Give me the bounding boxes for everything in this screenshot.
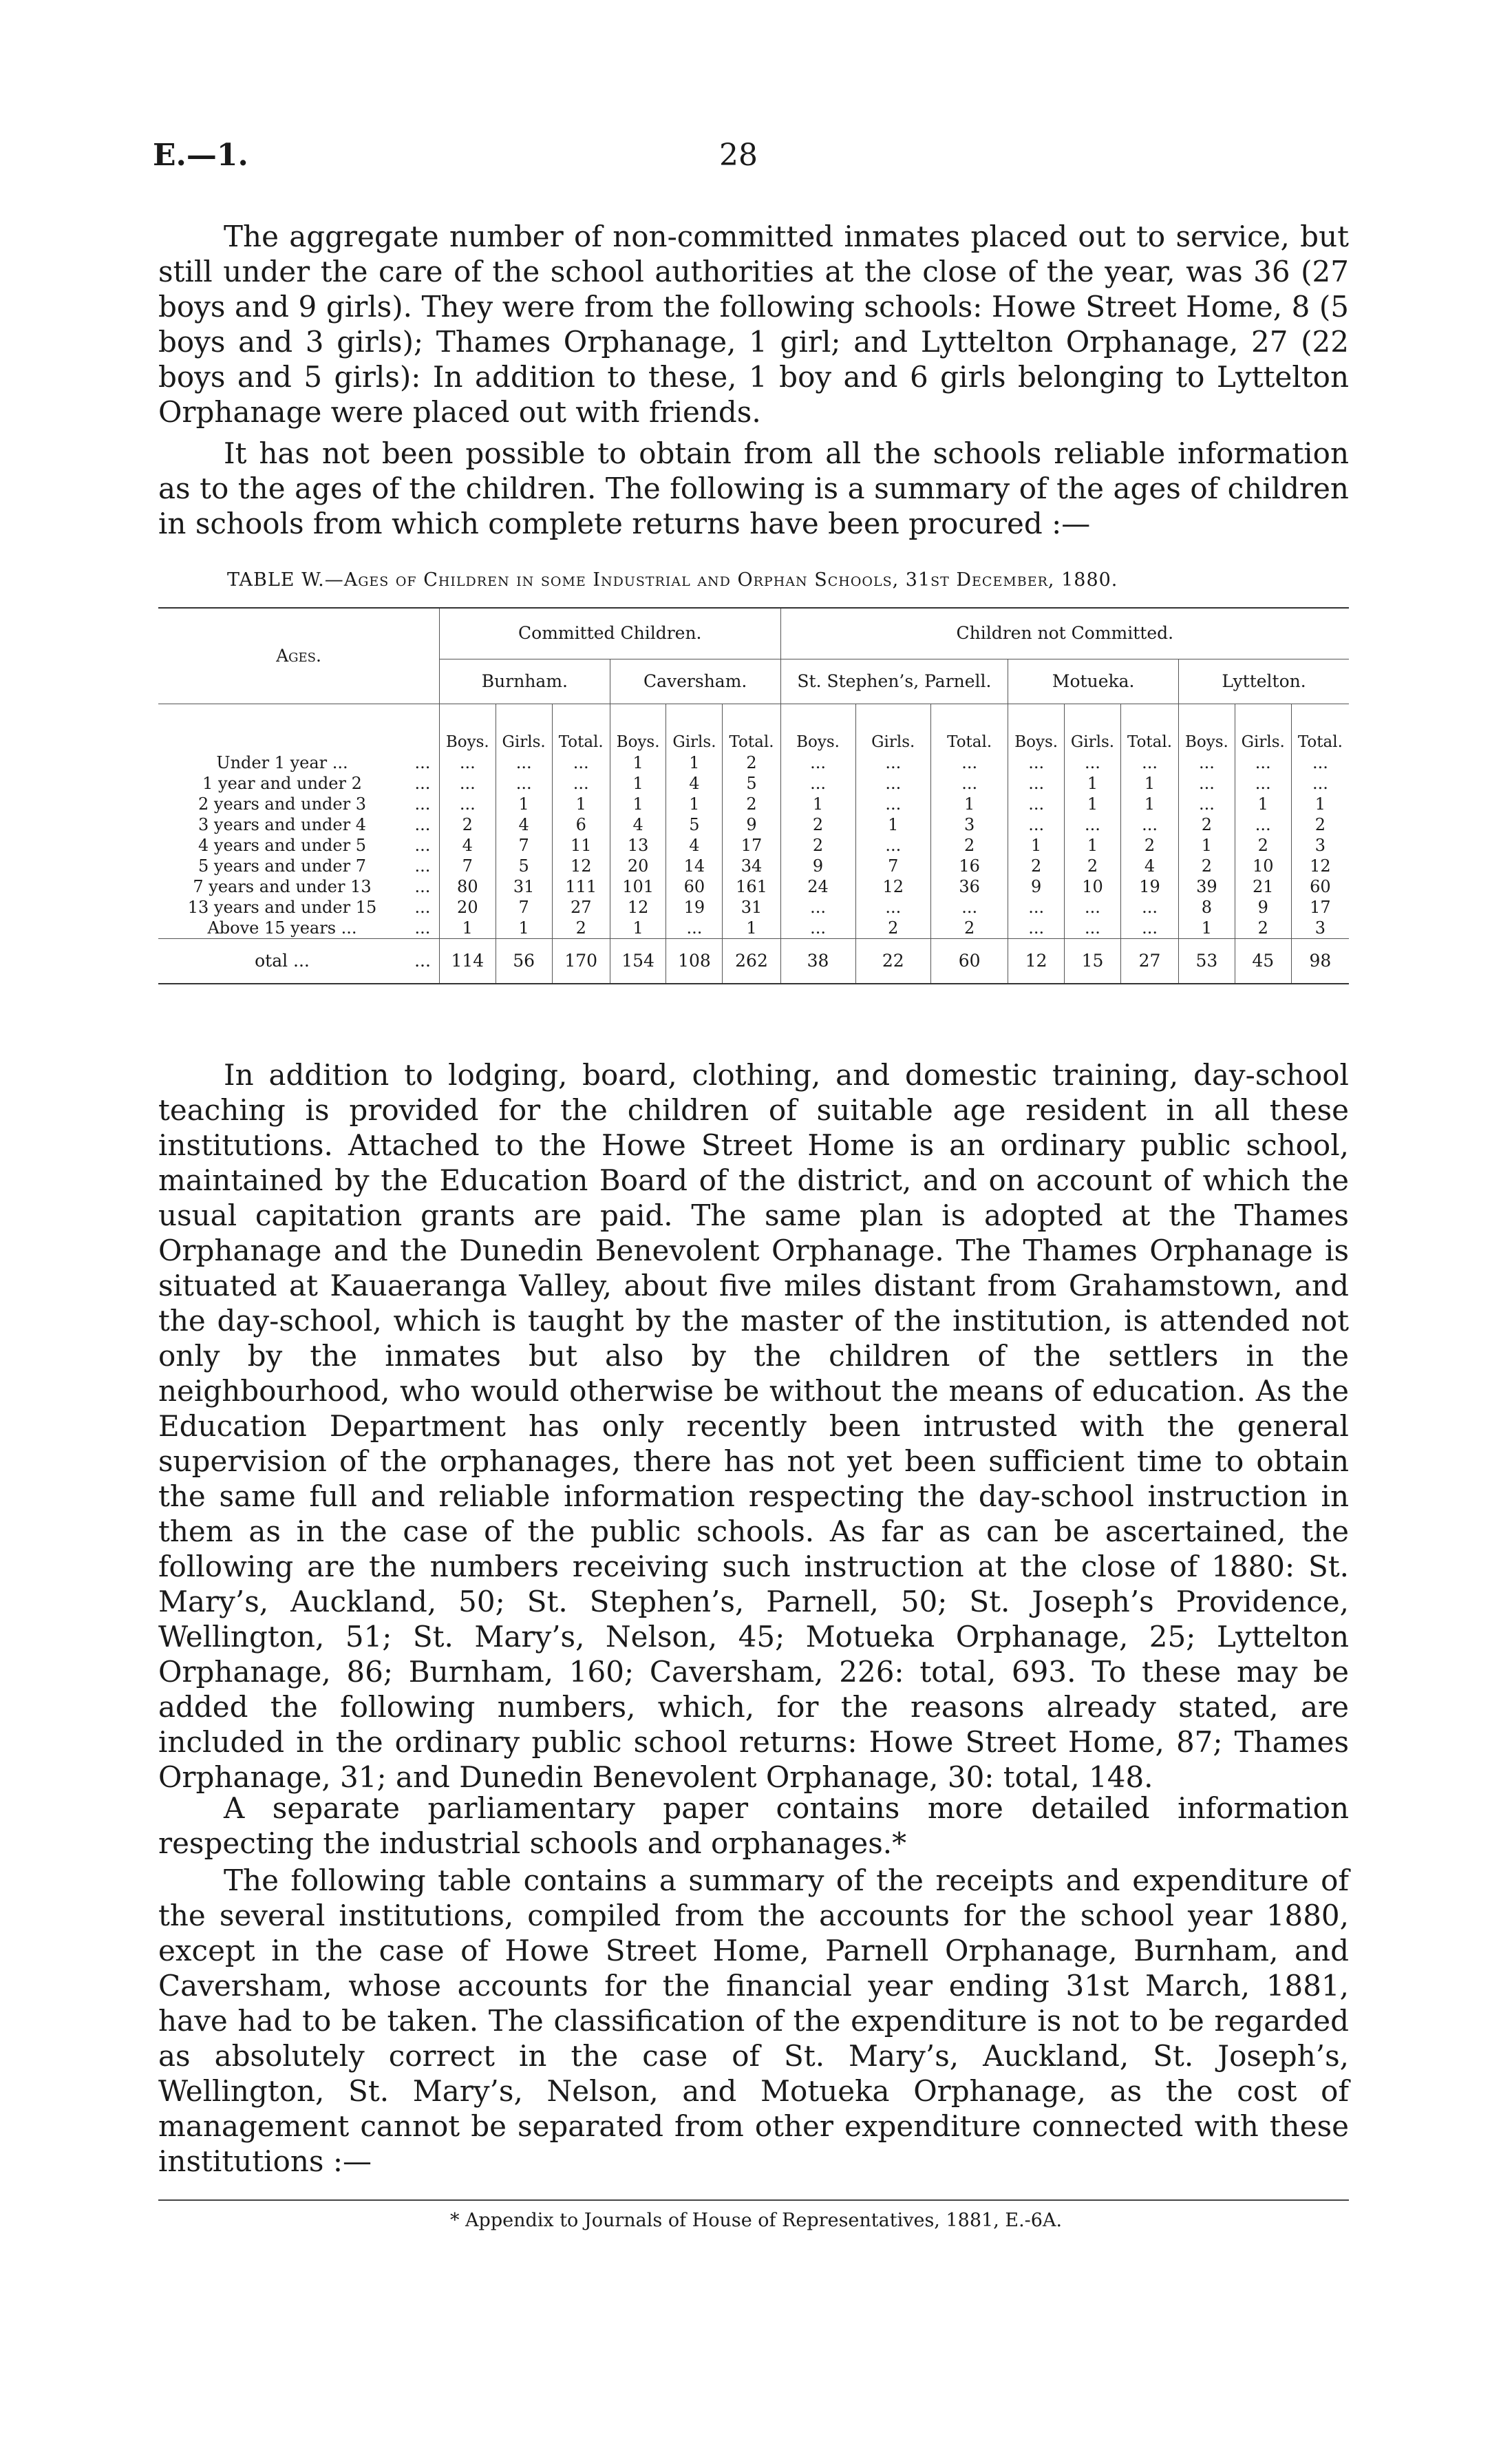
col-lyttelton-girls: Girls. <box>1235 704 1291 752</box>
table-cell: 14 <box>666 856 723 876</box>
table-total-row <box>158 938 1349 984</box>
ages-header: Ages. <box>158 608 440 704</box>
footnote: * Appendix to Journals of House of Representatives, 1881, E.-6A. <box>449 2210 1063 2231</box>
table-cell: 161 <box>723 876 780 897</box>
table-cell: 7 <box>496 835 552 856</box>
col-caversham-total: Total. <box>723 704 780 752</box>
table-cell: ... <box>1235 773 1291 794</box>
table-cell: 5 <box>496 856 552 876</box>
table-cell: 1 <box>666 794 723 814</box>
table-cell: ... <box>440 773 496 794</box>
table-cell: 38 <box>780 938 855 984</box>
table-row <box>158 773 1349 794</box>
table-cell: 1 <box>1064 773 1120 794</box>
table-cell: ... <box>780 752 855 773</box>
table-cell: 36 <box>931 876 1008 897</box>
school-header-parnell: St. Stephen’s, Parnell. <box>780 659 1008 704</box>
table-cell: 24 <box>780 876 855 897</box>
table-cell: 80 <box>440 876 496 897</box>
table-cell: ... <box>855 794 930 814</box>
table-cell: 2 <box>1008 856 1065 876</box>
table-cell: 1 <box>1235 794 1291 814</box>
table-cell: 12 <box>1008 938 1065 984</box>
school-header-caversham: Caversham. <box>610 659 780 704</box>
leader-dots: ... <box>414 835 431 855</box>
col-parnell-boys: Boys. <box>780 704 855 752</box>
school-header-motueka: Motueka. <box>1008 659 1179 704</box>
table-cell: ... <box>1064 814 1120 835</box>
paragraph-receipts-summary: The following table contains a summary of the receipts and expenditure of the several institutions, compiled from the accounts for the school year 1880, except in the case of Howe Street Home, Parnell Orphanage, Burnham, and Caversham, whose accounts for the financial year ending 31st March, 1881, have had to be taken. The classification of the expenditure is not to be regarded as absolutely correct in the case of St. Mary’s, Auckland, St. Joseph’s, Wellington, St. Mary’s, Nelson, and Motueka Orphanage, as the cost of management cannot be separated from other expenditure connected with these institutions :— <box>158 1863 1349 2178</box>
table-cell: 2 <box>780 835 855 856</box>
table-cell: 5 <box>723 773 780 794</box>
table-cell: ... <box>1064 918 1120 939</box>
table-cell: 2 <box>723 752 780 773</box>
table-cell: 4 <box>440 835 496 856</box>
table-cell: 1 <box>1291 794 1349 814</box>
page-reference: E.—1. <box>153 138 248 173</box>
table-cell: ... <box>1179 794 1235 814</box>
table-cell: ... <box>1008 814 1065 835</box>
table-cell: 1 <box>1064 835 1120 856</box>
col-burnham-girls: Girls. <box>496 704 552 752</box>
col-burnham-boys: Boys. <box>440 704 496 752</box>
table-cell: 111 <box>552 876 610 897</box>
table-cell: 12 <box>552 856 610 876</box>
ages-table <box>158 607 1349 984</box>
table-cell: 1 <box>440 918 496 939</box>
table-row <box>158 897 1349 918</box>
table-cell: ... <box>931 897 1008 918</box>
table-cell: 8 <box>1179 897 1235 918</box>
leader-dots: ... <box>414 794 431 814</box>
table-cell: 154 <box>610 938 666 984</box>
table-row <box>158 794 1349 814</box>
table-cell: 56 <box>496 938 552 984</box>
table-cell: ... <box>780 918 855 939</box>
table-cell: 39 <box>1179 876 1235 897</box>
table-cell: 1 <box>1179 918 1235 939</box>
table-row <box>158 918 1349 939</box>
table-cell: 170 <box>552 938 610 984</box>
table-cell: ... <box>1008 918 1065 939</box>
leader-dots: ... <box>406 938 440 984</box>
table-cell: 27 <box>552 897 610 918</box>
table-cell: ... <box>1235 814 1291 835</box>
table-cell: 1 <box>931 794 1008 814</box>
table-cell: ... <box>1008 773 1065 794</box>
row-label: Above 15 years ... <box>207 918 357 938</box>
table-cell: 262 <box>723 938 780 984</box>
col-parnell-girls: Girls. <box>855 704 930 752</box>
table-cell: 2 <box>931 918 1008 939</box>
table-cell: 101 <box>610 876 666 897</box>
row-label: 1 year and under 2 <box>202 773 362 793</box>
table-cell: 108 <box>666 938 723 984</box>
table-cell: 1 <box>496 794 552 814</box>
col-caversham-girls: Girls. <box>666 704 723 752</box>
table-cell: 1 <box>610 794 666 814</box>
table-cell: 7 <box>496 897 552 918</box>
table-cell: 1 <box>610 773 666 794</box>
table-cell: 17 <box>1291 897 1349 918</box>
table-cell: 114 <box>440 938 496 984</box>
table-row <box>158 856 1349 876</box>
table-cell: 1 <box>1179 835 1235 856</box>
table-cell: 1 <box>780 794 855 814</box>
table-cell: 9 <box>723 814 780 835</box>
leader-dots: ... <box>414 773 431 793</box>
table-cell: 17 <box>723 835 780 856</box>
table-cell: 31 <box>723 897 780 918</box>
table-cell: 20 <box>440 897 496 918</box>
table-cell: 2 <box>1064 856 1120 876</box>
table-cell: ... <box>780 773 855 794</box>
table-cell: ... <box>1064 752 1120 773</box>
col-lyttelton-boys: Boys. <box>1179 704 1235 752</box>
table-cell: ... <box>1235 752 1291 773</box>
table-cell: ... <box>855 773 930 794</box>
table-cell: ... <box>1120 918 1178 939</box>
paragraph-day-school: In addition to lodging, board, clothing, and domestic training, day-school teaching is provided for the children of suitable age resident in all these institutions. Attached to the Howe Street Home is an ordinary public school, maintained by the Education Board of the district, and on account of which the usual capitation grants are paid. The same plan is adopted at the Thames Orphanage and the Dunedin Benevolent Orphanage. The Thames Orphanage is situated at Kauaeranga Valley, about five miles distant from Grahamstown, and the day-school, which is taught by the master of the institution, is attended not only by the inmates but also by the children of the settlers in the neighbourhood, who would otherwise be without the means of education. As the Education Department has only recently been intrusted with the general supervision of the orphanages, there has not yet been sufficient time to obtain the same full and reliable information respecting the day-school instruction in them as in the case of the public schools. As far as can be ascertained, the following are the numbers receiving such instruction at the close of 1880: St. Mary’s, Auckland, 50; St. Stephen’s, Parnell, 50; St. Joseph’s Providence, Wellington, 51; St. Mary’s, Nelson, 45; Motueka Orphanage, 25; Lyttelton Orphanage, 86; Burnham, 160; Caversham, 226: total, 693. To these may be added the following numbers, which, for the reasons already stated, are included in the ordinary public school returns: Howe Street Home, 87; Thames Orphanage, 31; and Dunedin Benevolent Orphanage, 30: total, 148. <box>158 1058 1349 1794</box>
table-cell: ... <box>931 773 1008 794</box>
table-cell: 5 <box>666 814 723 835</box>
row-label: 2 years and under 3 <box>198 794 366 814</box>
table-cell: 11 <box>552 835 610 856</box>
table-cell: 16 <box>931 856 1008 876</box>
paragraph-parliamentary-paper: A separate parliamentary paper contains more detailed information respecting the industrial schools and orphanages.* <box>158 1791 1349 1860</box>
table-row <box>158 835 1349 856</box>
table-cell: ... <box>1291 752 1349 773</box>
table-cell: 2 <box>723 794 780 814</box>
table-cell: 19 <box>666 897 723 918</box>
table-cell: 10 <box>1064 876 1120 897</box>
table-cell: ... <box>1120 897 1178 918</box>
row-label: 3 years and under 4 <box>198 814 366 834</box>
table-cell: 60 <box>1291 876 1349 897</box>
table-cell: 3 <box>1291 918 1349 939</box>
table-cell: 9 <box>780 856 855 876</box>
table-cell: 2 <box>1235 835 1291 856</box>
col-parnell-total: Total. <box>931 704 1008 752</box>
table-cell: 20 <box>610 856 666 876</box>
table-cell: 12 <box>610 897 666 918</box>
table-cell: 27 <box>1120 938 1178 984</box>
leader-dots: ... <box>414 897 431 917</box>
col-caversham-boys: Boys. <box>610 704 666 752</box>
col-motueka-boys: Boys. <box>1008 704 1065 752</box>
table-cell: 9 <box>1008 876 1065 897</box>
table-cell: 7 <box>855 856 930 876</box>
table-cell: ... <box>1008 897 1065 918</box>
table-cell: 1 <box>1008 835 1065 856</box>
table-cell: 1 <box>723 918 780 939</box>
table-cell: 1 <box>1120 773 1178 794</box>
page-number: 28 <box>719 138 758 173</box>
table-cell: ... <box>855 752 930 773</box>
table-cell: 1 <box>496 918 552 939</box>
row-label: 5 years and under 7 <box>198 856 366 876</box>
table-cell: 22 <box>855 938 930 984</box>
table-cell: 2 <box>1179 814 1235 835</box>
table-cell: 2 <box>855 918 930 939</box>
table-cell: ... <box>552 752 610 773</box>
table-cell: 1 <box>1120 794 1178 814</box>
table-cell: 3 <box>1291 835 1349 856</box>
table-cell: 1 <box>610 918 666 939</box>
table-cell: 45 <box>1235 938 1291 984</box>
leader-dots: ... <box>414 876 431 896</box>
table-cell: 12 <box>1291 856 1349 876</box>
row-label: 4 years and under 5 <box>198 835 366 855</box>
leader-dots: ... <box>414 752 431 772</box>
table-cell: 53 <box>1179 938 1235 984</box>
table-cell: 3 <box>931 814 1008 835</box>
table-cell: 34 <box>723 856 780 876</box>
table-cell: 6 <box>552 814 610 835</box>
table-cell: 4 <box>1120 856 1178 876</box>
col-motueka-girls: Girls. <box>1064 704 1120 752</box>
table-cell: 1 <box>855 814 930 835</box>
table-cell: ... <box>1120 752 1178 773</box>
col-lyttelton-total: Total. <box>1291 704 1349 752</box>
leader-dots: ... <box>414 814 431 834</box>
table-cell: 15 <box>1064 938 1120 984</box>
col-burnham-total: Total. <box>552 704 610 752</box>
table-cell: 2 <box>931 835 1008 856</box>
row-label: Under 1 year ... <box>216 752 348 772</box>
table-cell: 2 <box>552 918 610 939</box>
table-cell: 1 <box>552 794 610 814</box>
ages-table-body <box>158 752 1349 984</box>
table-cell: 2 <box>440 814 496 835</box>
not-committed-group-header: Children not Committed. <box>780 608 1349 659</box>
table-row <box>158 876 1349 897</box>
paragraph-placed-out: The aggregate number of non-committed inmates placed out to service, but still under the care of the school authorities at the close of the year, was 36 (27 boys and 9 girls). They were from the following schools: Howe Street Home, 8 (5 boys and 3 girls); Thames Orphanage, 1 girl; and Lyttelton Orphanage, 27 (22 boys and 5 girls): In addition to these, 1 boy and 6 girls belonging to Lyttelton Orphanage were placed out with friends. <box>158 220 1349 429</box>
table-cell: 13 <box>610 835 666 856</box>
table-cell: 10 <box>1235 856 1291 876</box>
table-cell: ... <box>666 918 723 939</box>
table-cell: ... <box>931 752 1008 773</box>
table-cell: ... <box>780 897 855 918</box>
table-cell: 7 <box>440 856 496 876</box>
table-cell: 1 <box>666 752 723 773</box>
table-cell: 21 <box>1235 876 1291 897</box>
table-cell: ... <box>1008 752 1065 773</box>
row-label: otal ... <box>158 938 406 984</box>
table-cell: 2 <box>1179 856 1235 876</box>
table-cell: 4 <box>496 814 552 835</box>
table-cell: 19 <box>1120 876 1178 897</box>
table-cell: 9 <box>1235 897 1291 918</box>
table-cell: ... <box>440 794 496 814</box>
table-cell: 60 <box>666 876 723 897</box>
table-row <box>158 752 1349 773</box>
table-cell: ... <box>496 773 552 794</box>
table-cell: 60 <box>931 938 1008 984</box>
paragraph-ages-intro: It has not been possible to obtain from all the schools reliable information as to the ages of the children. The following is a summary of the ages of children in schools from which complete returns have been procured :— <box>158 436 1349 540</box>
table-cell: 31 <box>496 876 552 897</box>
committed-group-header: Committed Children. <box>440 608 781 659</box>
row-label: 13 years and under 15 <box>187 897 377 917</box>
table-cell: ... <box>855 835 930 856</box>
table-cell: 4 <box>666 773 723 794</box>
table-cell: ... <box>1120 814 1178 835</box>
table-cell: 4 <box>610 814 666 835</box>
table-cell: ... <box>1179 773 1235 794</box>
table-cell: 12 <box>855 876 930 897</box>
table-cell: 2 <box>1120 835 1178 856</box>
table-cell: ... <box>496 752 552 773</box>
table-cell: 2 <box>1291 814 1349 835</box>
col-motueka-total: Total. <box>1120 704 1178 752</box>
table-cell: ... <box>552 773 610 794</box>
table-cell: ... <box>1008 794 1065 814</box>
table-cell: 98 <box>1291 938 1349 984</box>
table-cell: 2 <box>780 814 855 835</box>
table-cell: ... <box>1179 752 1235 773</box>
table-cell: 1 <box>1064 794 1120 814</box>
table-cell: 2 <box>1235 918 1291 939</box>
leader-dots: ... <box>414 856 431 876</box>
table-cell: 1 <box>610 752 666 773</box>
school-header-burnham: Burnham. <box>440 659 610 704</box>
table-row <box>158 814 1349 835</box>
row-label: 7 years and under 13 <box>193 876 372 896</box>
footnote-divider <box>158 2199 1349 2201</box>
table-cell: ... <box>440 752 496 773</box>
school-header-lyttelton: Lyttelton. <box>1179 659 1349 704</box>
table-cell: ... <box>1291 773 1349 794</box>
table-cell: ... <box>1064 897 1120 918</box>
table-title: TABLE W.—Ages of Children in some Industrial and Orphan Schools, 31st December, 1880. <box>227 569 1118 591</box>
table-cell: ... <box>855 897 930 918</box>
table-cell: 4 <box>666 835 723 856</box>
leader-dots: ... <box>414 918 431 938</box>
